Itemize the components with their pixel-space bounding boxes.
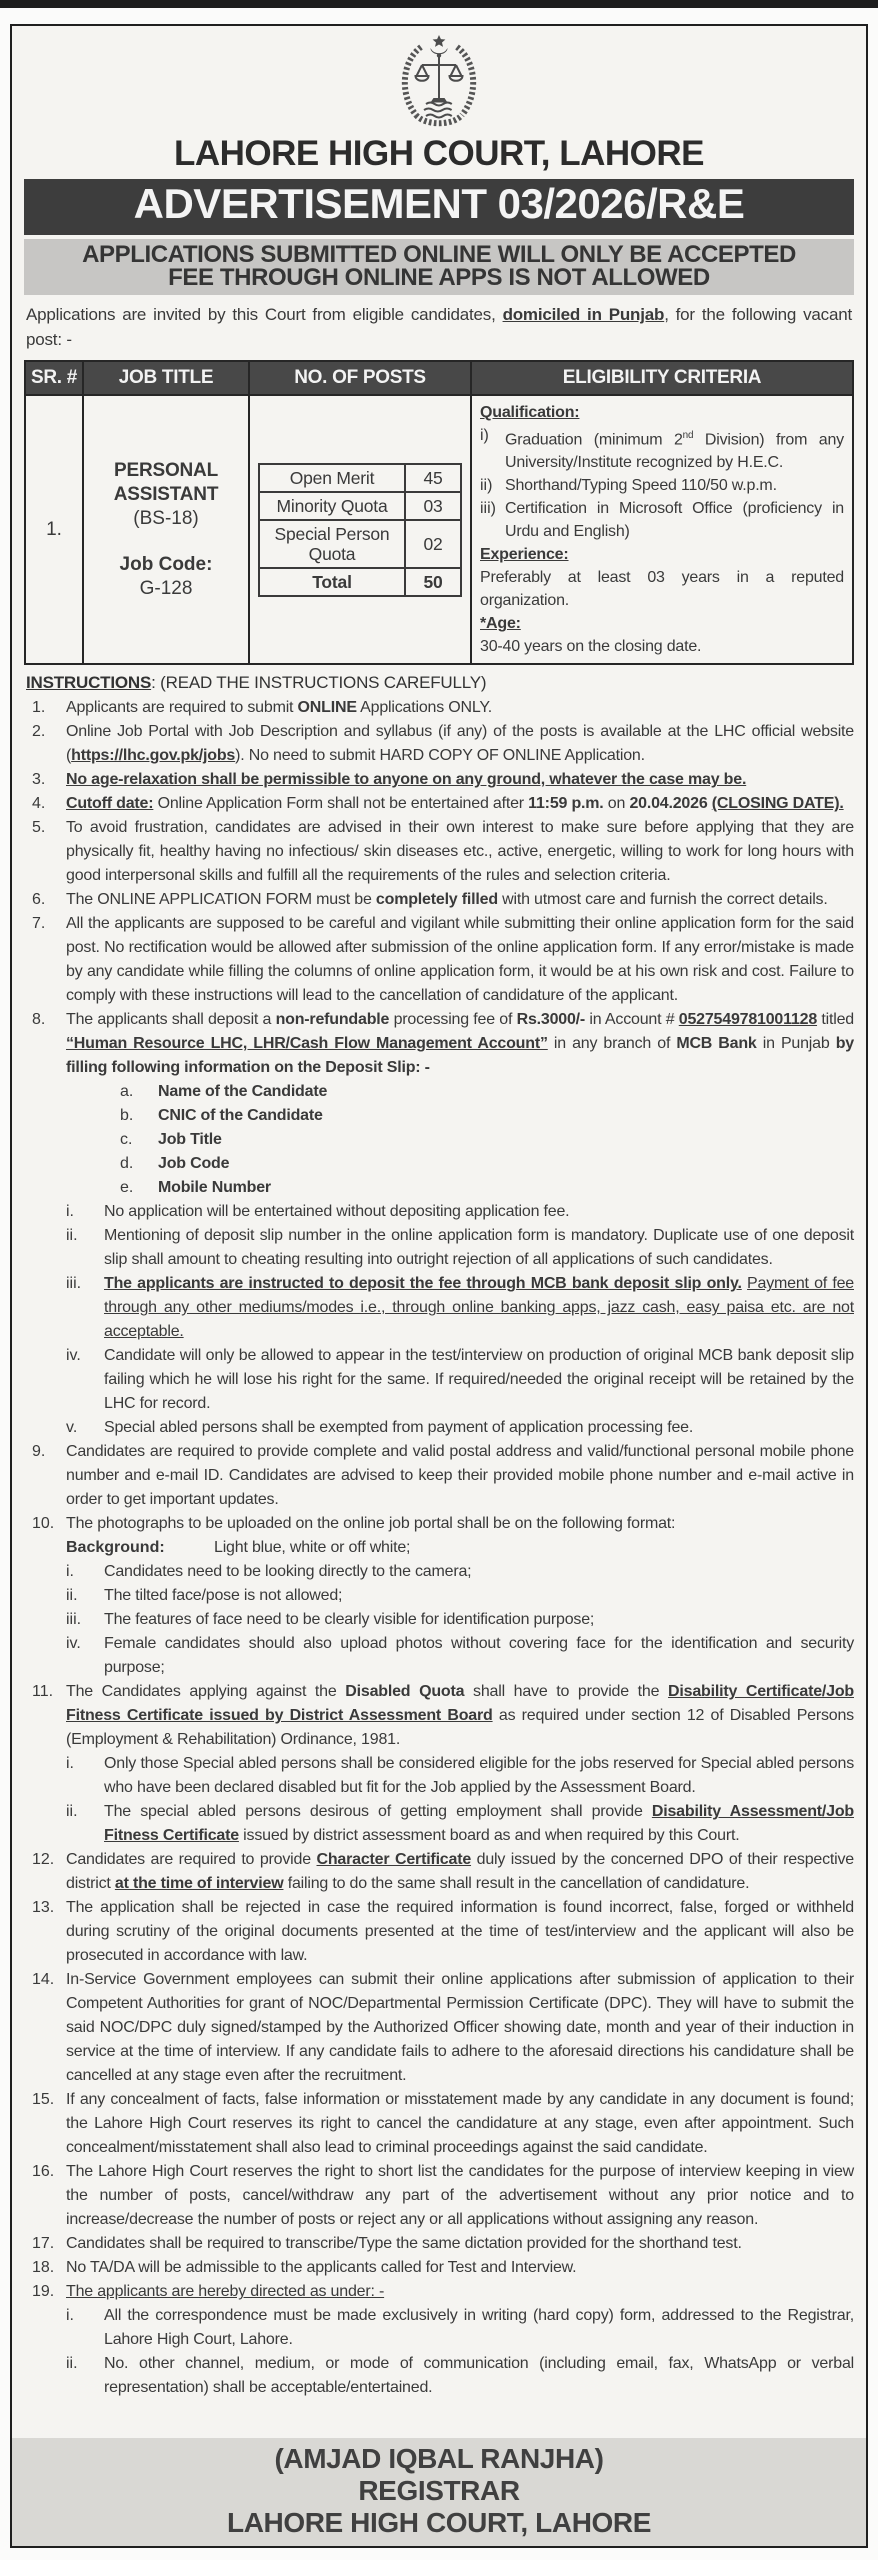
posts-quota-value: 02 <box>405 520 461 568</box>
banner-line-1: APPLICATIONS SUBMITTED ONLINE WILL ONLY BE ACCEPTED <box>82 241 796 268</box>
instruction-item <box>24 1680 854 1752</box>
posts-quota-label: Open Merit <box>259 464 405 492</box>
instruction-item <box>24 720 854 768</box>
instruction-text <box>66 888 854 912</box>
lahore-high-court-emblem-icon <box>392 34 486 132</box>
instruction-subitem <box>24 1608 854 1632</box>
eligibility-line <box>480 612 844 635</box>
instruction-subitem-number: i. <box>66 2307 74 2325</box>
instruction-text <box>66 2088 854 2160</box>
instruction-item <box>24 1512 854 1536</box>
instruction-subitem-text <box>104 1584 854 1608</box>
instruction-text <box>66 1896 854 1968</box>
eligibility-line-number: ii) <box>480 477 493 495</box>
text-segment: shall have to provide the <box>464 1683 669 1701</box>
instruction-text <box>66 912 854 1008</box>
text-segment: The special abled persons desirous of getting employment shall provide <box>104 1803 652 1821</box>
instruction-text <box>66 2160 854 2232</box>
text-segment: All the correspondence must be made exclusively in writing (hard copy) form, addressed to the Registrar, Lahore High Court, Lahore. <box>104 2307 854 2349</box>
instruction-subitem <box>24 1416 854 1440</box>
text-segment: (CLOSING DATE). <box>711 795 844 813</box>
instruction-subitem <box>24 1128 854 1152</box>
text-segment: Rs.3000/- <box>516 1011 586 1029</box>
text-segment: 30-40 years on the closing date. <box>480 638 702 656</box>
text-segment: The applicants shall deposit a <box>66 1011 276 1029</box>
eligibility-line <box>480 635 844 658</box>
header-sr: SR. # <box>25 361 83 395</box>
text-segment: Candidates are required to provide <box>66 1851 317 1869</box>
instruction-number: 11. <box>32 1683 54 1701</box>
text-segment: The ONLINE APPLICATION FORM must be <box>66 891 376 909</box>
instruction-number: 14. <box>32 1971 55 1989</box>
text-segment: *Age: <box>480 615 521 633</box>
text-segment: https://lhc.gov.pk/jobs <box>71 747 236 765</box>
top-border-strip <box>0 0 878 8</box>
text-segment: ). No need to submit HARD COPY OF ONLINE Application. <box>235 747 645 765</box>
instruction-subitem-text <box>158 1128 854 1152</box>
instruction-subitem-number: iv. <box>66 1347 81 1365</box>
text-segment: Disability Certificate/Job Fitness Certificate issued by District Assessment Board <box>66 1683 854 1725</box>
posts-cell <box>249 395 471 664</box>
text-segment: Preferably at least 03 years in a reputed organization. <box>480 569 844 610</box>
instruction-text <box>66 720 854 768</box>
text-segment: The Lahore High Court reserves the right to short list the candidates for the purpose of interview keeping in view the number of posts, cancel/withdraw any part of the advertisement without any prior notice and to increase/decrease the number of posts or reject any or all applications without assigning any reason. <box>66 2163 854 2229</box>
text-segment: All the applicants are supposed to be careful and vigilant while submitting their online application form for the said post. No rectification would be allowed after submission of the online application form. If any error/mistake is made by any candidate while filling the columns of online application form, it would be at his own risk and cost. Failure to comply with these instructions will lead to the cancellation of candidature of the applicant. <box>66 915 854 1005</box>
text-segment: ONLINE <box>297 699 357 717</box>
instruction-subitem-number: c. <box>120 1131 133 1149</box>
instruction-text <box>66 816 854 888</box>
instruction-subitem-text <box>104 1272 854 1344</box>
eligibility-line-text <box>480 543 844 566</box>
text-segment: Online Application Form shall not be entertained after <box>153 795 529 813</box>
text-segment: Mentioning of deposit slip number in the online application form is mandatory. Duplicate use of one deposit slip shall amount to cheating resulting into outright rejection of all applications of such candidates. <box>104 1227 854 1269</box>
instruction-subitem <box>24 1800 854 1848</box>
instruction-subitem-number: Background: <box>66 1539 165 1557</box>
text-segment: Experience: <box>480 546 569 564</box>
instruction-number: 1. <box>32 699 46 717</box>
instructions-heading-label: INSTRUCTIONS <box>26 673 152 693</box>
text-segment: Disabled Quota <box>345 1683 465 1701</box>
text-segment: To avoid frustration, candidates are advised in their own interest to make sure before applying that they are physically fit, healthy having no infectious/ skin diseases etc., active, energetic, willing to work for long hours with good interpersonal skills and fulfill all the requirements of the rules and selection criteria. <box>66 819 854 885</box>
text-segment: If any concealment of facts, false information or misstatement made by any candidate in any document is found; the Lahore High Court reserves its right to cancel the candidature at any stage, even after appointment. Such concealment/misstatement shall also lead to criminal proceedings against the said candidate. <box>66 2091 854 2157</box>
posts-row <box>259 568 461 596</box>
instruction-subitem <box>24 1224 854 1272</box>
instruction-text <box>66 1680 854 1752</box>
advertisement-box <box>10 24 868 2548</box>
instruction-subitem <box>24 2304 854 2352</box>
text-segment: Candidates shall be required to transcribe/Type the same dictation provided for the shorthand test. <box>66 2235 742 2253</box>
text-segment: No application will be entertained without depositing application fee. <box>104 1203 570 1221</box>
instruction-item <box>24 2088 854 2160</box>
instruction-subitem-number: b. <box>120 1107 134 1125</box>
sr-number: 1. <box>25 395 83 664</box>
instruction-subitem <box>24 1104 854 1128</box>
text-segment: failing to do the same shall result in the cancellation of candidature. <box>283 1875 750 1893</box>
text-segment: No TA/DA will be admissible to the applicants called for Test and Interview. <box>66 2259 577 2277</box>
instructions-list <box>24 696 854 2400</box>
instructions-heading-rest: : (READ THE INSTRUCTIONS CAREFULLY) <box>151 673 487 693</box>
text-segment: nd <box>682 430 694 441</box>
instruction-number: 10. <box>32 1515 55 1533</box>
text-segment: in Account # <box>585 1011 679 1029</box>
text-segment: The features of face need to be clearly visible for identification purpose; <box>104 1611 595 1629</box>
text-segment: by filling following information on the Deposit Slip: - <box>66 1035 854 1077</box>
text-segment: 11:59 p.m. <box>528 795 604 813</box>
instruction-item <box>24 792 854 816</box>
job-title: PERSONAL ASSISTANT <box>113 459 219 505</box>
instruction-number: 7. <box>32 915 46 933</box>
text-segment: Applications ONLY. <box>356 699 493 717</box>
online-applications-banner <box>24 239 854 295</box>
job-code-value: G-128 <box>139 577 193 599</box>
vacancy-table-header-row <box>25 361 853 395</box>
eligibility-line-text <box>480 566 844 612</box>
eligibility-cell <box>471 395 853 664</box>
text-segment: titled <box>817 1011 854 1029</box>
signature-block <box>12 2438 866 2546</box>
eligibility-line-text <box>505 424 844 474</box>
instruction-item <box>24 1848 854 1896</box>
posts-breakdown-table <box>258 463 462 597</box>
instruction-subitem-text <box>104 1344 854 1416</box>
instruction-subitem-number: e. <box>120 1179 134 1197</box>
instruction-subitem-number: iii. <box>66 1275 82 1293</box>
text-segment: No age-relaxation shall be permissible to anyone on any ground, whatever the case may be. <box>66 771 747 789</box>
text-segment: Cutoff date: <box>66 795 154 813</box>
eligibility-line-number: i) <box>480 427 489 444</box>
instructions-heading <box>26 673 852 693</box>
text-segment: Certification in Microsoft Office (proficiency in Urdu and English) <box>505 500 844 541</box>
registrar-org: LAHORE HIGH COURT, LAHORE <box>226 2507 651 2538</box>
eligibility-line-text <box>480 401 844 424</box>
eligibility-line <box>480 543 844 566</box>
text-segment: Candidates are required to provide complete and valid postal address and valid/functional personal mobile phone number and e-mail ID. Candidates are advised to keep their provided mobile phone number and e-mail active in order to get important updates. <box>66 1443 854 1509</box>
emblem-wrap <box>24 34 854 132</box>
text-segment: at the time of interview <box>114 1875 284 1893</box>
instruction-subitem-number: ii. <box>66 2355 78 2373</box>
instruction-subitem <box>24 1176 854 1200</box>
instruction-subitem-number: d. <box>120 1155 134 1173</box>
instruction-subitem <box>24 1560 854 1584</box>
posts-quota-value: 50 <box>405 568 461 596</box>
text-segment: In-Service Government employees can submit their online applications after submission of application to their Competent Authorities for grant of NOC/Departmental Permission Certificate (DPC). They will have to submit the said NOC/DPC duly signed/stamped by the Authorized Officer showing date, month and year of their induction in service at the time of interview. If any candidate fails to adhere to the aforesaid directions his candidature shall be cancelled at any stage even after the recruitment. <box>66 1971 854 2085</box>
instruction-subitem <box>24 1152 854 1176</box>
eligibility-line <box>480 566 844 612</box>
job-grade: (BS-18) <box>133 507 199 529</box>
header-job-title: JOB TITLE <box>83 361 249 395</box>
instruction-number: 16. <box>32 2163 55 2181</box>
posts-row <box>259 520 461 568</box>
text-segment: Mobile Number <box>158 1179 271 1197</box>
instruction-text <box>66 768 854 792</box>
text-segment: Only those Special abled persons shall be considered eligible for the jobs reserved for Special abled persons who have been declared disabled but fit for the Job applied by the Assessment Board. <box>104 1755 854 1797</box>
instruction-number: 2. <box>32 723 46 741</box>
instruction-subitem <box>24 1344 854 1416</box>
text-segment: The Candidates applying against the <box>66 1683 346 1701</box>
text-segment: The applicants are hereby directed as under: - <box>66 2283 385 2301</box>
instruction-number: 6. <box>32 891 46 909</box>
instruction-subitem-text <box>104 2304 854 2352</box>
text-segment: Qualification: <box>480 404 580 421</box>
eligibility-line <box>480 497 844 543</box>
text-segment: No. other channel, medium, or mode of communication (including email, fax, WhatsApp or verbal representation) shall be acceptable/entertained. <box>104 2355 854 2397</box>
text-segment: domiciled in Punjab <box>502 305 665 324</box>
instruction-subitem-number: ii. <box>66 1803 78 1821</box>
instruction-subitem <box>24 2352 854 2400</box>
text-segment: Applicants are required to submit <box>66 699 298 717</box>
text-segment: Disability Assessment/Job Fitness Certificate <box>104 1803 855 1845</box>
eligibility-line-text <box>505 497 844 543</box>
eligibility-line <box>480 424 844 474</box>
instruction-subitem <box>24 1584 854 1608</box>
text-segment: Light blue, white or off white; <box>214 1539 411 1557</box>
text-segment: on <box>603 795 630 813</box>
instruction-subitem-number: i. <box>66 1203 74 1221</box>
banner-line-2: FEE THROUGH ONLINE APPS IS NOT ALLOWED <box>168 264 710 291</box>
instruction-subitem-text <box>104 1800 854 1848</box>
instruction-item <box>24 2256 854 2280</box>
instruction-item <box>24 2160 854 2232</box>
text-segment: Graduation (minimum 2 <box>505 431 683 449</box>
instruction-subitem <box>24 1080 854 1104</box>
instruction-subitem-number: iii. <box>66 1611 82 1629</box>
instruction-item <box>24 2280 854 2304</box>
instruction-number: 8. <box>32 1011 46 1029</box>
text-segment: 0527549781001128 <box>678 1011 818 1029</box>
instruction-text <box>66 1968 854 2088</box>
instruction-subitem <box>24 1200 854 1224</box>
text-segment: 20.04.2026 <box>629 795 708 813</box>
registrar-name: (AMJAD IQBAL RANJHA) <box>274 2443 604 2474</box>
text-segment: “Human Resource LHC, LHR/Cash Flow Management Account” <box>66 1035 548 1053</box>
instruction-subitem-text <box>158 1080 854 1104</box>
instruction-text <box>66 2280 854 2304</box>
instruction-text <box>66 1440 854 1512</box>
text-segment: , for the following vacant post: - <box>26 305 853 349</box>
text-segment: MCB Bank <box>676 1035 757 1053</box>
text-segment: with utmost care and furnish the correct details. <box>497 891 828 909</box>
instruction-subitem-text <box>158 1176 854 1200</box>
text-segment: CNIC of the Candidate <box>158 1107 323 1125</box>
instruction-subitem-text <box>158 1104 854 1128</box>
instruction-text <box>66 792 854 816</box>
instruction-subitem-text <box>104 1200 854 1224</box>
instruction-subitem-number: ii. <box>66 1227 78 1245</box>
instruction-subitem-text <box>158 1152 854 1176</box>
text-segment: in Punjab <box>756 1035 836 1053</box>
text-segment: Candidates need to be looking directly to the camera; <box>104 1563 472 1581</box>
instruction-number: 13. <box>32 1899 55 1917</box>
instruction-text <box>66 696 854 720</box>
instruction-number: 18. <box>32 2259 55 2277</box>
posts-quota-label: Minority Quota <box>259 492 405 520</box>
eligibility-line-text <box>480 612 844 635</box>
posts-row <box>259 464 461 492</box>
instruction-subitem <box>24 1752 854 1800</box>
text-segment: in any branch of <box>547 1035 677 1053</box>
instruction-item <box>24 816 854 888</box>
eligibility-line-number: iii) <box>480 500 496 518</box>
eligibility-line-text <box>480 635 844 658</box>
instruction-number: 19. <box>32 2283 55 2301</box>
instruction-subitem-number: iv. <box>66 1635 81 1653</box>
instruction-item <box>24 1008 854 1080</box>
instruction-item <box>24 2232 854 2256</box>
posts-row <box>259 492 461 520</box>
instruction-subitem-number: v. <box>66 1419 78 1437</box>
text-segment: Female candidates should also upload photos without covering face for the identification and security purpose; <box>104 1635 854 1677</box>
text-segment: The application shall be rejected in case the required information is found incorrect, false, forged or withheld during scrutiny of the original documents presented at the time of test/interview and the applicant will also be prosecuted in accordance with law. <box>66 1899 854 1965</box>
text-segment: Job Title <box>158 1131 222 1149</box>
registrar-title: REGISTRAR <box>358 2475 520 2506</box>
job-title-cell <box>83 395 249 664</box>
instruction-subitem <box>24 1272 854 1344</box>
instruction-item <box>24 1440 854 1512</box>
advertisement-number-banner: ADVERTISEMENT 03/2026/R&E <box>24 179 854 235</box>
instruction-subitem-text <box>104 1632 854 1680</box>
text-segment: Name of the Candidate <box>158 1083 328 1101</box>
header-no-of-posts: NO. OF POSTS <box>249 361 471 395</box>
eligibility-line-text <box>505 474 844 497</box>
instruction-number: 5. <box>32 819 46 837</box>
instruction-item <box>24 1968 854 2088</box>
posts-quota-value: 45 <box>405 464 461 492</box>
instruction-subitem-number: i. <box>66 1755 74 1773</box>
text-segment: processing fee of <box>389 1011 517 1029</box>
text-segment: as required under section 12 of Disabled Persons (Employment & Rehabilitation) Ordinance, 1981. <box>66 1707 854 1749</box>
instruction-subitem-text <box>104 1752 854 1800</box>
instruction-number: 12. <box>32 1851 55 1869</box>
instruction-text <box>66 1848 854 1896</box>
instruction-number: 17. <box>32 2235 55 2253</box>
vacancy-table <box>24 360 854 665</box>
eligibility-line <box>480 474 844 497</box>
job-code-label: Job Code: <box>119 553 213 575</box>
instruction-item <box>24 1896 854 1968</box>
header-eligibility-criteria: ELIGIBILITY CRITERIA <box>471 361 853 395</box>
eligibility-line <box>480 401 844 424</box>
instruction-item <box>24 768 854 792</box>
instruction-subitem-text <box>214 1536 854 1560</box>
instruction-number: 4. <box>32 795 46 813</box>
intro-paragraph <box>26 302 852 352</box>
text-segment: The tilted face/pose is not allowed; <box>104 1587 343 1605</box>
text-segment: duly issued by the concerned DPO of their respective district <box>66 1851 854 1893</box>
instruction-item <box>24 696 854 720</box>
text-segment: Payment of fee through any other mediums/modes i.e., through online banking apps, jazz cash, easy paisa etc. are not acceptable. <box>104 1275 854 1341</box>
instruction-number: 15. <box>32 2091 55 2109</box>
instruction-subitem-text <box>104 1560 854 1584</box>
text-segment: Special abled persons shall be exempted from payment of application processing fee. <box>104 1419 694 1437</box>
vacancy-table-row <box>25 395 853 664</box>
instruction-subitem-number: ii. <box>66 1587 78 1605</box>
text-segment: Shorthand/Typing Speed 110/50 w.p.m. <box>505 477 777 495</box>
instruction-item <box>24 888 854 912</box>
posts-quota-label: Total <box>259 568 405 596</box>
instruction-text <box>66 1008 854 1080</box>
instruction-subitem-number: a. <box>120 1083 134 1101</box>
text-segment: Job Code <box>158 1155 230 1173</box>
instruction-subitem-text <box>104 1224 854 1272</box>
text-segment: The photographs to be uploaded on the online job portal shall be on the following format: <box>66 1515 676 1533</box>
instruction-subitem-number: i. <box>66 1563 74 1581</box>
instruction-subitem-text <box>104 1608 854 1632</box>
instruction-subitem <box>24 1632 854 1680</box>
posts-quota-label: Special Person Quota <box>259 520 405 568</box>
instruction-subitem-text <box>104 1416 854 1440</box>
instruction-number: 3. <box>32 771 46 789</box>
instruction-subitem <box>24 1536 854 1560</box>
text-segment: Online Job Portal with Job Description and syllabus (if any) of the posts is available at the LHC official website ( <box>66 723 854 765</box>
text-segment: Division) from any University/Institute recognized by H.E.C. <box>505 431 844 472</box>
instruction-number: 9. <box>32 1443 46 1461</box>
posts-quota-value: 03 <box>405 492 461 520</box>
text-segment: Applications are invited by this Court from eligible candidates, <box>26 305 503 324</box>
text-segment: non-refundable <box>275 1011 390 1029</box>
instruction-text <box>66 2256 854 2280</box>
text-segment: completely filled <box>375 891 498 909</box>
text-segment: issued by district assessment board as and when required by this Court. <box>238 1827 740 1845</box>
instruction-item <box>24 912 854 1008</box>
instruction-subitem-text <box>104 2352 854 2400</box>
text-segment: Character Certificate <box>316 1851 472 1869</box>
page-title: LAHORE HIGH COURT, LAHORE <box>174 134 704 173</box>
instruction-text <box>66 2232 854 2256</box>
text-segment: The applicants are instructed to deposit the fee through MCB bank deposit slip only. <box>104 1275 742 1293</box>
instruction-text <box>66 1512 854 1536</box>
text-segment: Candidate will only be allowed to appear in the test/interview on production of original MCB bank deposit slip failing which he will lose his right for the same. If required/needed the original receipt will be retained by the LHC for record. <box>104 1347 854 1413</box>
